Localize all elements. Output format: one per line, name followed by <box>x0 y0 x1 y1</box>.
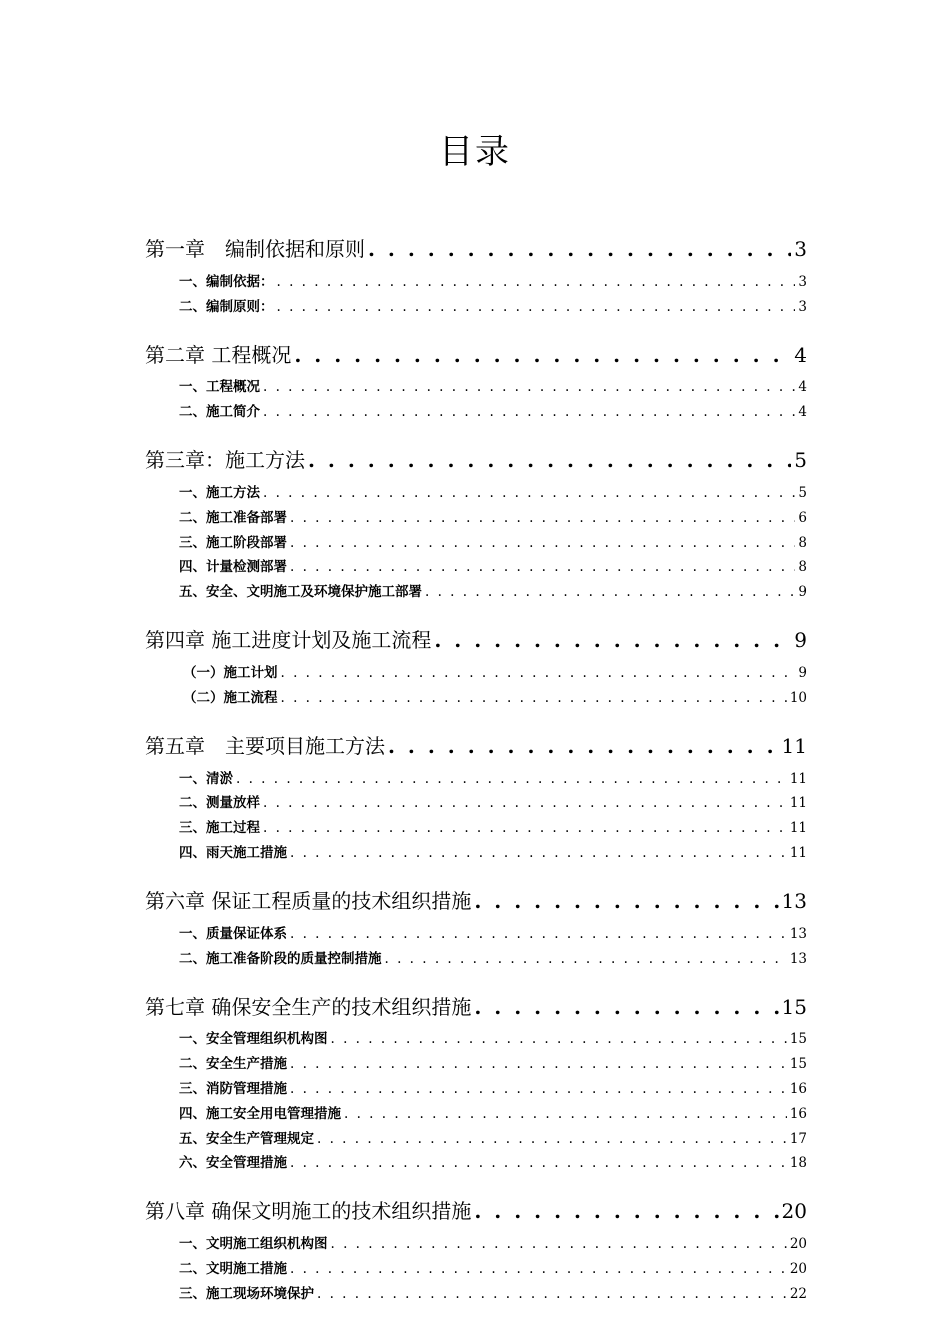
toc-section-label: 二、文明施工措施 <box>179 1260 287 1277</box>
toc-dot-leader <box>474 1198 778 1224</box>
toc-section-entry[interactable] <box>145 1123 807 1148</box>
toc-section-label: 四、计量检测部署 <box>179 559 287 576</box>
toc-page-number: 11 <box>789 844 807 861</box>
toc-dot-leader <box>263 794 787 812</box>
toc-dot-leader <box>290 558 795 576</box>
toc-section-label: 四、雨天施工措施 <box>179 844 287 861</box>
toc-chapter-label: 第七章 确保安全生产的技术组织措施 <box>145 994 472 1019</box>
toc-page-number: 8 <box>798 534 807 551</box>
toc-page-number: 3 <box>798 298 807 315</box>
toc-chapter-entry[interactable] <box>145 725 807 759</box>
toc-dot-leader <box>290 1080 787 1098</box>
toc-section-entry[interactable] <box>145 1048 807 1073</box>
toc-section-label: 二、施工简介 <box>179 404 260 421</box>
toc-dot-leader <box>308 447 791 473</box>
toc-dot-leader <box>425 583 795 601</box>
toc-section-entry[interactable] <box>145 1253 807 1278</box>
toc-section-entry[interactable] <box>145 943 807 968</box>
toc-section-label: 一、安全管理组织机构图 <box>179 1031 328 1048</box>
toc-page-number: 22 <box>789 1285 807 1302</box>
toc-section-label: 五、安全、文明施工及环境保护施工部署 <box>179 584 422 601</box>
toc-section-label: 二、测量放样 <box>179 795 260 812</box>
toc-section-label: 四、施工安全用电管理措施 <box>179 1105 341 1122</box>
toc-section-entry[interactable] <box>145 576 807 601</box>
toc-dot-leader <box>368 236 791 262</box>
toc-section-entry[interactable] <box>145 291 807 316</box>
toc-section-label: 二、编制原则： <box>179 298 274 315</box>
toc-section-entry[interactable] <box>145 1098 807 1123</box>
toc-page-number: 16 <box>789 1080 807 1097</box>
toc-page-number: 3 <box>794 237 807 261</box>
toc-page-number: 9 <box>798 584 807 601</box>
toc-page-number: 11 <box>781 733 807 758</box>
toc-chapter-label: 第八章 确保文明施工的技术组织措施 <box>145 1199 472 1224</box>
toc-dot-leader <box>344 1105 787 1123</box>
toc-section-entry[interactable] <box>145 552 807 577</box>
toc-page-number: 11 <box>789 770 807 787</box>
toc-page-number: 10 <box>789 689 807 706</box>
toc-section-label: 一、清淤 <box>179 770 233 787</box>
toc-dot-leader <box>236 770 787 788</box>
toc-section-label: 二、安全生产措施 <box>179 1056 287 1073</box>
toc-dot-leader <box>474 994 778 1020</box>
toc-dot-leader <box>263 378 795 396</box>
toc-section-entry[interactable] <box>145 396 807 421</box>
toc-section-entry[interactable] <box>145 788 807 813</box>
toc-page-number: 8 <box>798 559 807 576</box>
toc-dot-leader <box>317 1285 787 1303</box>
toc-section-label: 一、编制依据： <box>179 273 274 290</box>
toc-dot-leader <box>281 689 787 707</box>
toc-dot-leader <box>331 1030 787 1048</box>
toc-section-label: 三、施工现场环境保护 <box>179 1285 314 1302</box>
toc-section-label: 二、施工准备阶段的质量控制措施 <box>179 950 382 967</box>
toc-page-number: 16 <box>789 1105 807 1122</box>
toc-section-entry[interactable] <box>145 1278 807 1303</box>
toc-dot-leader <box>434 627 791 653</box>
toc-chapter-label: 第三章：施工方法 <box>145 448 305 473</box>
toc-chapter-entry[interactable] <box>145 228 807 262</box>
toc-section-entry[interactable] <box>145 1073 807 1098</box>
toc-section-label: 一、施工方法 <box>179 484 260 501</box>
toc-section-entry[interactable] <box>145 657 807 682</box>
toc-section-entry[interactable] <box>145 502 807 527</box>
toc-dot-leader <box>388 733 779 759</box>
toc-section-label: 二、施工准备部署 <box>179 509 287 526</box>
toc-page-number: 20 <box>789 1260 807 1277</box>
toc-dot-leader <box>290 534 795 552</box>
toc-section-entry[interactable] <box>145 918 807 943</box>
toc-chapter-label: 第四章 施工进度计划及施工流程 <box>145 628 432 653</box>
toc-dot-leader <box>317 1130 787 1148</box>
toc-chapter-entry[interactable] <box>145 619 807 653</box>
toc-dot-leader <box>277 273 796 291</box>
toc-section-entry[interactable] <box>145 1228 807 1253</box>
toc-page-number: 13 <box>789 950 807 967</box>
toc-section-label: 三、施工过程 <box>179 820 260 837</box>
toc-page-number: 13 <box>789 925 807 942</box>
toc-section-entry[interactable] <box>145 812 807 837</box>
toc-section-entry[interactable] <box>145 682 807 707</box>
table-of-contents <box>145 228 807 1303</box>
toc-dot-leader <box>290 1154 787 1172</box>
toc-dot-leader <box>290 509 795 527</box>
toc-section-entry[interactable] <box>145 372 807 397</box>
toc-section-entry[interactable] <box>145 266 807 291</box>
toc-section-entry[interactable] <box>145 763 807 788</box>
toc-chapter-label: 第五章 主要项目施工方法 <box>145 733 385 758</box>
toc-section-entry[interactable] <box>145 527 807 552</box>
toc-section-entry[interactable] <box>145 837 807 862</box>
toc-section-label: （一）施工计划 <box>183 664 278 681</box>
toc-page-number: 4 <box>798 379 807 396</box>
toc-page-number: 11 <box>789 820 807 837</box>
toc-section-label: 三、施工阶段部署 <box>179 534 287 551</box>
toc-page-number: 6 <box>798 509 807 526</box>
toc-chapter-entry[interactable] <box>145 334 807 368</box>
toc-section-label: 一、文明施工组织机构图 <box>179 1236 328 1253</box>
toc-page-number: 13 <box>781 888 807 913</box>
toc-page-number: 17 <box>789 1130 807 1147</box>
toc-dot-leader <box>294 342 791 368</box>
toc-dot-leader <box>290 844 787 862</box>
toc-section-label: 六、安全管理措施 <box>179 1155 287 1172</box>
toc-page-number: 4 <box>798 404 807 421</box>
toc-chapter-entry[interactable] <box>145 439 807 473</box>
toc-chapter-entry[interactable] <box>145 880 807 914</box>
toc-chapter-label: 第一章 编制依据和原则 <box>145 237 365 261</box>
toc-dot-leader <box>385 950 787 968</box>
toc-chapter-label: 第六章 保证工程质量的技术组织措施 <box>145 888 472 913</box>
toc-section-label: 一、工程概况 <box>179 379 260 396</box>
toc-section-label: 三、消防管理措施 <box>179 1080 287 1097</box>
toc-section-label: 一、质量保证体系 <box>179 925 287 942</box>
toc-page-number: 15 <box>789 1031 807 1048</box>
toc-section-entry[interactable] <box>145 1024 807 1049</box>
toc-dot-leader <box>277 298 796 316</box>
toc-page-number: 11 <box>789 795 807 812</box>
toc-page-number: 15 <box>789 1056 807 1073</box>
toc-page-number: 3 <box>798 273 807 290</box>
toc-dot-leader <box>290 1260 787 1278</box>
toc-page-number: 18 <box>789 1155 807 1172</box>
toc-page-number: 15 <box>781 994 807 1019</box>
toc-chapter-entry[interactable] <box>145 986 807 1020</box>
toc-page-number: 5 <box>798 484 807 501</box>
toc-dot-leader <box>263 484 795 502</box>
toc-chapter-entry[interactable] <box>145 1190 807 1224</box>
toc-page-number: 4 <box>794 342 807 367</box>
toc-dot-leader <box>263 403 795 421</box>
toc-dot-leader <box>474 888 778 914</box>
toc-section-label: （二）施工流程 <box>183 689 278 706</box>
toc-dot-leader <box>331 1235 787 1253</box>
toc-chapter-label: 第二章 工程概况 <box>145 342 292 367</box>
toc-page-number: 20 <box>781 1199 807 1224</box>
page-title: 目录 <box>439 132 511 172</box>
toc-page-number: 20 <box>789 1236 807 1253</box>
toc-dot-leader <box>263 819 787 837</box>
toc-page-number: 9 <box>794 628 807 653</box>
toc-page-number: 5 <box>794 448 807 473</box>
toc-section-entry[interactable] <box>145 1148 807 1173</box>
toc-section-label: 五、安全生产管理规定 <box>179 1130 314 1147</box>
toc-section-entry[interactable] <box>145 477 807 502</box>
toc-page-number: 9 <box>798 664 807 681</box>
toc-dot-leader <box>281 664 796 682</box>
toc-dot-leader <box>290 1055 787 1073</box>
toc-dot-leader <box>290 925 787 943</box>
